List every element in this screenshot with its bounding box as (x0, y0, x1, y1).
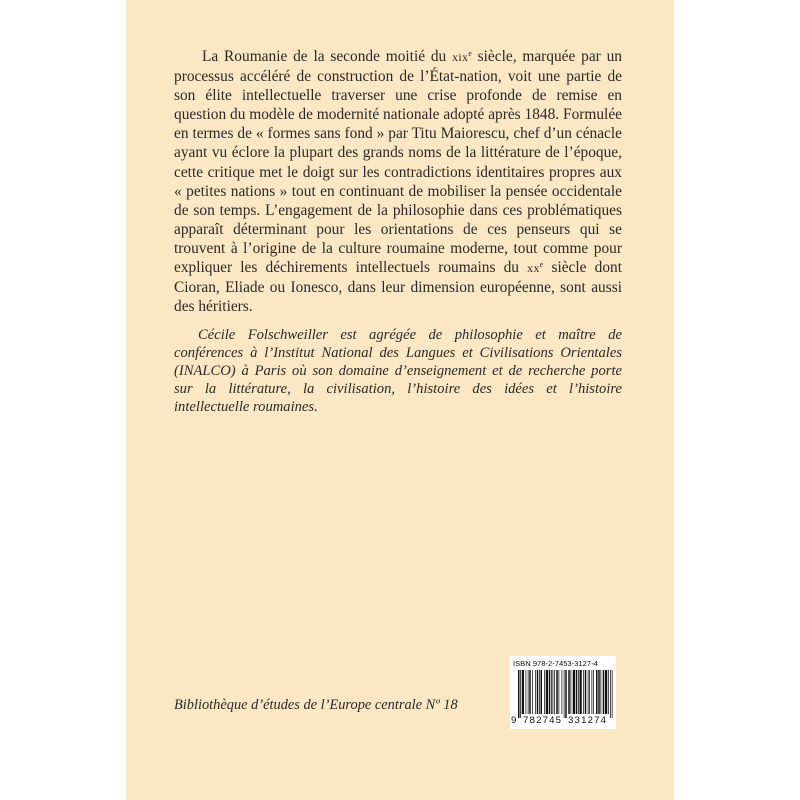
barcode-bar (580, 670, 582, 714)
century-19-sup: e (468, 49, 472, 58)
barcode-bars (518, 670, 613, 718)
barcode-bar (522, 670, 524, 714)
century-20-sup: e (539, 260, 544, 270)
barcode-digits-left: 782745 (523, 715, 563, 726)
barcode-bar (598, 670, 600, 714)
blurb-paragraph (174, 47, 622, 316)
barcode-bar (608, 670, 609, 714)
barcode-bar (532, 670, 533, 714)
isbn-label: ISBN 978-2-7453-3127-4 (513, 659, 598, 668)
barcode-bar (573, 670, 575, 714)
isbn-barcode (510, 656, 616, 729)
barcode-bar (556, 670, 558, 714)
barcode-bar (612, 670, 613, 718)
century-19: xix (452, 50, 469, 64)
barcode-bar (588, 670, 589, 714)
century-20: xx (527, 261, 540, 276)
barcode-bar (589, 670, 590, 714)
barcode-bar (564, 670, 565, 718)
barcode-bar (528, 670, 529, 714)
barcode-bar (603, 670, 605, 714)
barcode-bar (535, 670, 536, 714)
blurb-text-3: siècle dont Cioran, Eliade ou Ionesco, dans leur dimension européenne, sont aussi des héritiers. (174, 259, 622, 316)
barcode-bar (520, 670, 521, 718)
barcode-bar (541, 670, 543, 714)
barcode-bar (529, 670, 531, 714)
barcode-bar (544, 670, 545, 714)
barcode-bar (559, 670, 560, 714)
barcode-bar (526, 670, 527, 714)
barcode-bar (571, 670, 572, 714)
barcode-bar (562, 670, 563, 714)
barcode-digit-first: 9 (511, 715, 517, 726)
barcode-bar (593, 670, 594, 714)
barcode-bar (537, 670, 539, 714)
barcode-bar (592, 670, 593, 714)
barcode-bar (610, 670, 611, 718)
barcode-bar (553, 670, 554, 714)
barcode-bar (518, 670, 520, 718)
barcode-bar (578, 670, 579, 714)
blurb-text-2: siècle, marquée par un processus accéléré de construction de l’État-nation, voit une partie de son élite intellectuelle traverser une crise profonde de remise en question du modèle de modernité nationale adopté après 1848. Formulée en termes de « formes sans fond » par Titu Maiorescu, chef d’un cénacle ayant vu éclore la plupart des grands noms de la littérature de l’époque, cette critique met le doigt sur les contradictions identitaires propres aux « petites nations » tout en continuant de mobiliser la pensée occidentale de son temps. L’engagement de la philosophie dans ces problématiques apparaît déterminant pour les orientations de ces penseurs qui se trouvent à l’origine de la culture roumaine moderne, tout comme pour expliquer les déchirements intellectuels roumains du (174, 48, 622, 277)
barcode-digits-right: 331274 (568, 715, 608, 726)
series-title: Bibliothèque d’études de l’Europe centrale Nº 18 (174, 697, 458, 713)
blurb-text-1: La Roumanie de la seconde moitié du (202, 48, 453, 65)
barcode-bar (565, 670, 567, 718)
barcode-bar (554, 670, 555, 714)
back-cover (126, 0, 674, 800)
barcode-bar (605, 670, 607, 714)
barcode-bar (568, 670, 570, 714)
barcode-bar (583, 670, 584, 714)
barcode-bar (551, 670, 552, 714)
author-bio: Cécile Folschweiller est agrégée de philosophie et maître de conférences à l’Institut National des Langues et Civilisations Orientales (INALCO) à Paris où son domaine d’enseignement et de recherche porte sur la littérature, la civilisation, l’histoire des idées et l’histoire intellectuelle roumaines. (174, 327, 622, 415)
barcode-bar (601, 670, 602, 714)
barcode-bar (596, 670, 598, 714)
barcode-bar (576, 670, 578, 714)
barcode-bar (539, 670, 540, 714)
barcode-bar (546, 670, 548, 714)
barcode-bar (585, 670, 587, 714)
barcode-bar (549, 670, 551, 714)
